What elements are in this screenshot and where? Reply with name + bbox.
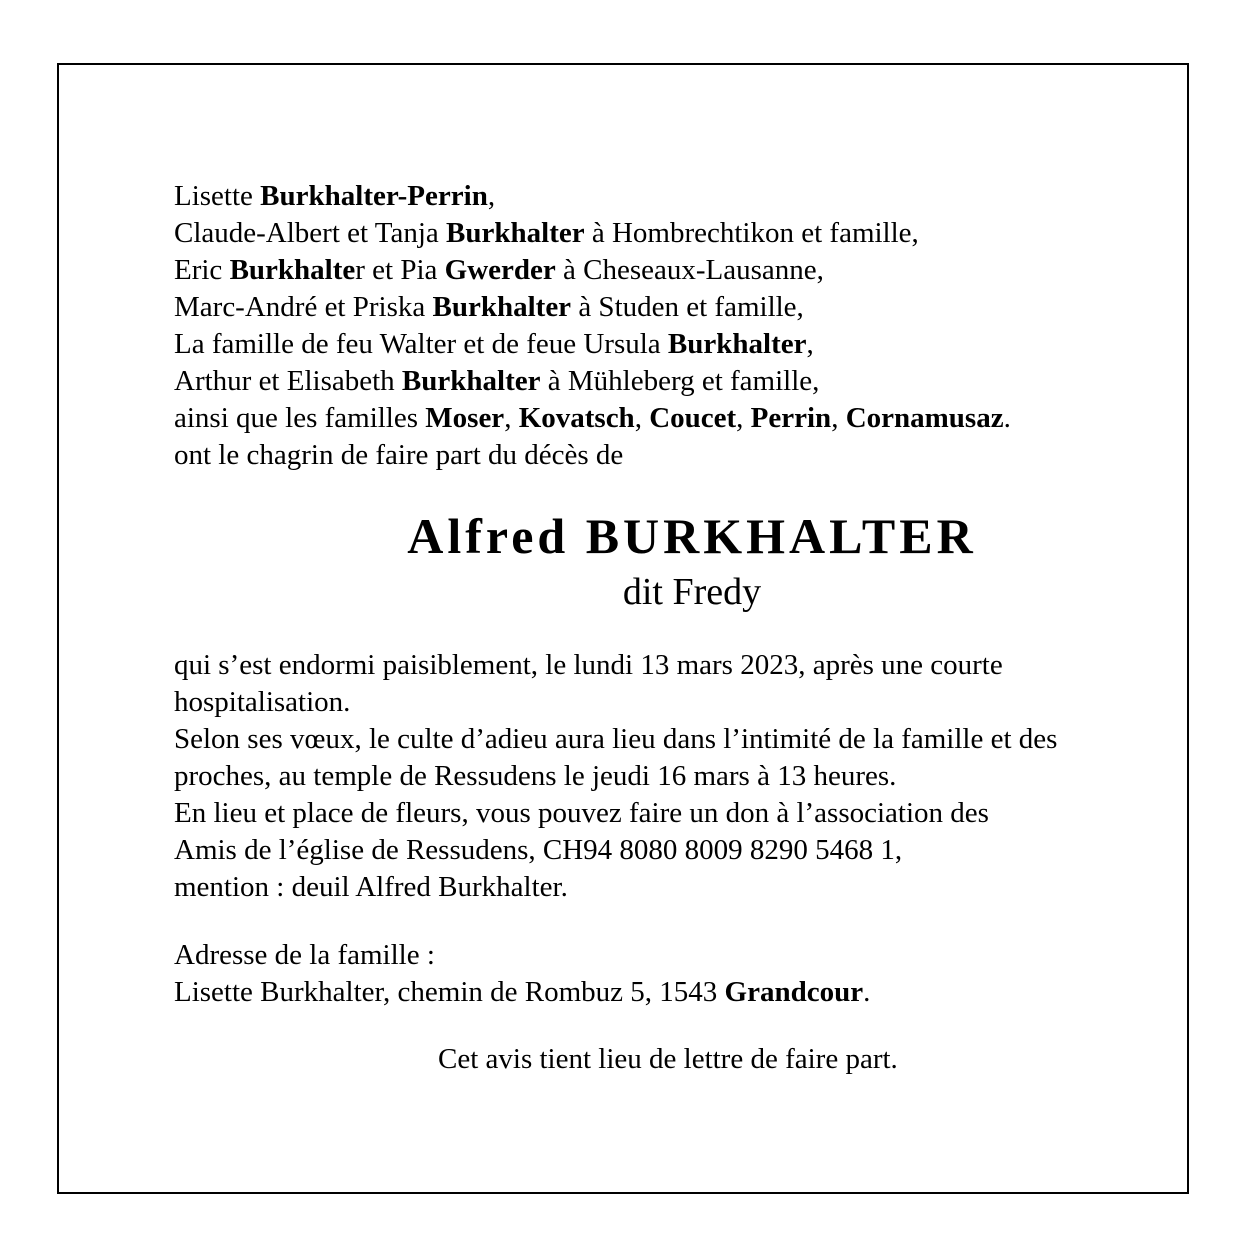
family-text: , [487,180,496,212]
family-text: , [831,402,846,434]
family-text: ont le chagrin de faire part du décès de [174,439,624,471]
body-line: qui s’est endormi paisiblement, le lundi 13 mars 2023, après une courte [174,649,1003,681]
family-text: , [806,328,814,360]
body-line: mention : deuil Alfred Burkhalter. [174,871,568,903]
notice-body [174,647,1057,906]
address-line [174,974,870,1011]
family-text: à Cheseaux-Lausanne, [555,254,824,286]
family-text: à Studen et famille, [571,291,804,323]
family-surname: Burkhalter [667,328,807,360]
address-suffix: . [863,976,871,1008]
address-town: Grandcour [724,976,864,1008]
family-surname: Moser [425,402,505,434]
family-surname: Burkhalter [446,217,585,249]
family-surname: Coucet [649,402,737,434]
family-text: , [504,402,519,434]
family-line [174,252,1011,289]
closing-note: Cet avis tient lieu de lettre de faire part. [438,1043,898,1075]
family-text: Claude-Albert et Tanja [174,217,447,249]
family-surname: Burkhalter-Perrin [260,180,488,212]
family-line [174,178,1011,215]
family-text: , [736,402,751,434]
family-surname: Gwerder [444,254,556,286]
family-line [174,215,1011,252]
family-line [174,437,1011,474]
family-surname: Burkhalte [229,254,356,286]
deceased-nickname: dit Fredy [622,571,762,613]
deceased-name: Alfred BURKHALTER [407,508,977,564]
body-line: En lieu et place de fleurs, vous pouvez faire un don à l’association des [174,797,989,829]
family-surname: Burkhalter [432,291,572,323]
family-text: ainsi que les familles [174,402,426,434]
family-surname: Kovatsch [518,402,635,434]
family-surname: Perrin [750,402,832,434]
family-surname: Cornamusaz [845,402,1004,434]
address-heading: Adresse de la famille : [174,939,435,971]
family-text: r et Pia [355,254,445,286]
body-line: Selon ses vœux, le culte d’adieu aura lieu dans l’intimité de la famille et des [174,723,1058,755]
body-line: Amis de l’église de Ressudens, CH94 8080 8009 8290 5468 1, [174,834,903,866]
family-text: Eric [174,254,230,286]
family-address [174,937,870,1011]
family-text: Arthur et Elisabeth [174,365,402,397]
family-text: à Mühleberg et famille, [540,365,820,397]
family-text: , [634,402,650,434]
family-list [174,178,1011,474]
family-text: à Hombrechtikon et famille, [584,217,919,249]
body-line: proches, au temple de Ressudens le jeudi 16 mars à 13 heures. [174,760,897,792]
family-surname: Burkhalter [401,365,541,397]
family-line [174,400,1011,437]
address-street: Lisette Burkhalter, chemin de Rombuz 5, 1543 [174,976,725,1008]
family-line [174,289,1011,326]
body-line: hospitalisation. [174,686,351,718]
family-line [174,363,1011,400]
family-text: Marc-André et Priska [174,291,433,323]
family-line [174,326,1011,363]
family-text: . [1003,402,1011,434]
family-text: La famille de feu Walter et de feue Ursula [174,328,668,360]
family-text: Lisette [174,180,261,212]
